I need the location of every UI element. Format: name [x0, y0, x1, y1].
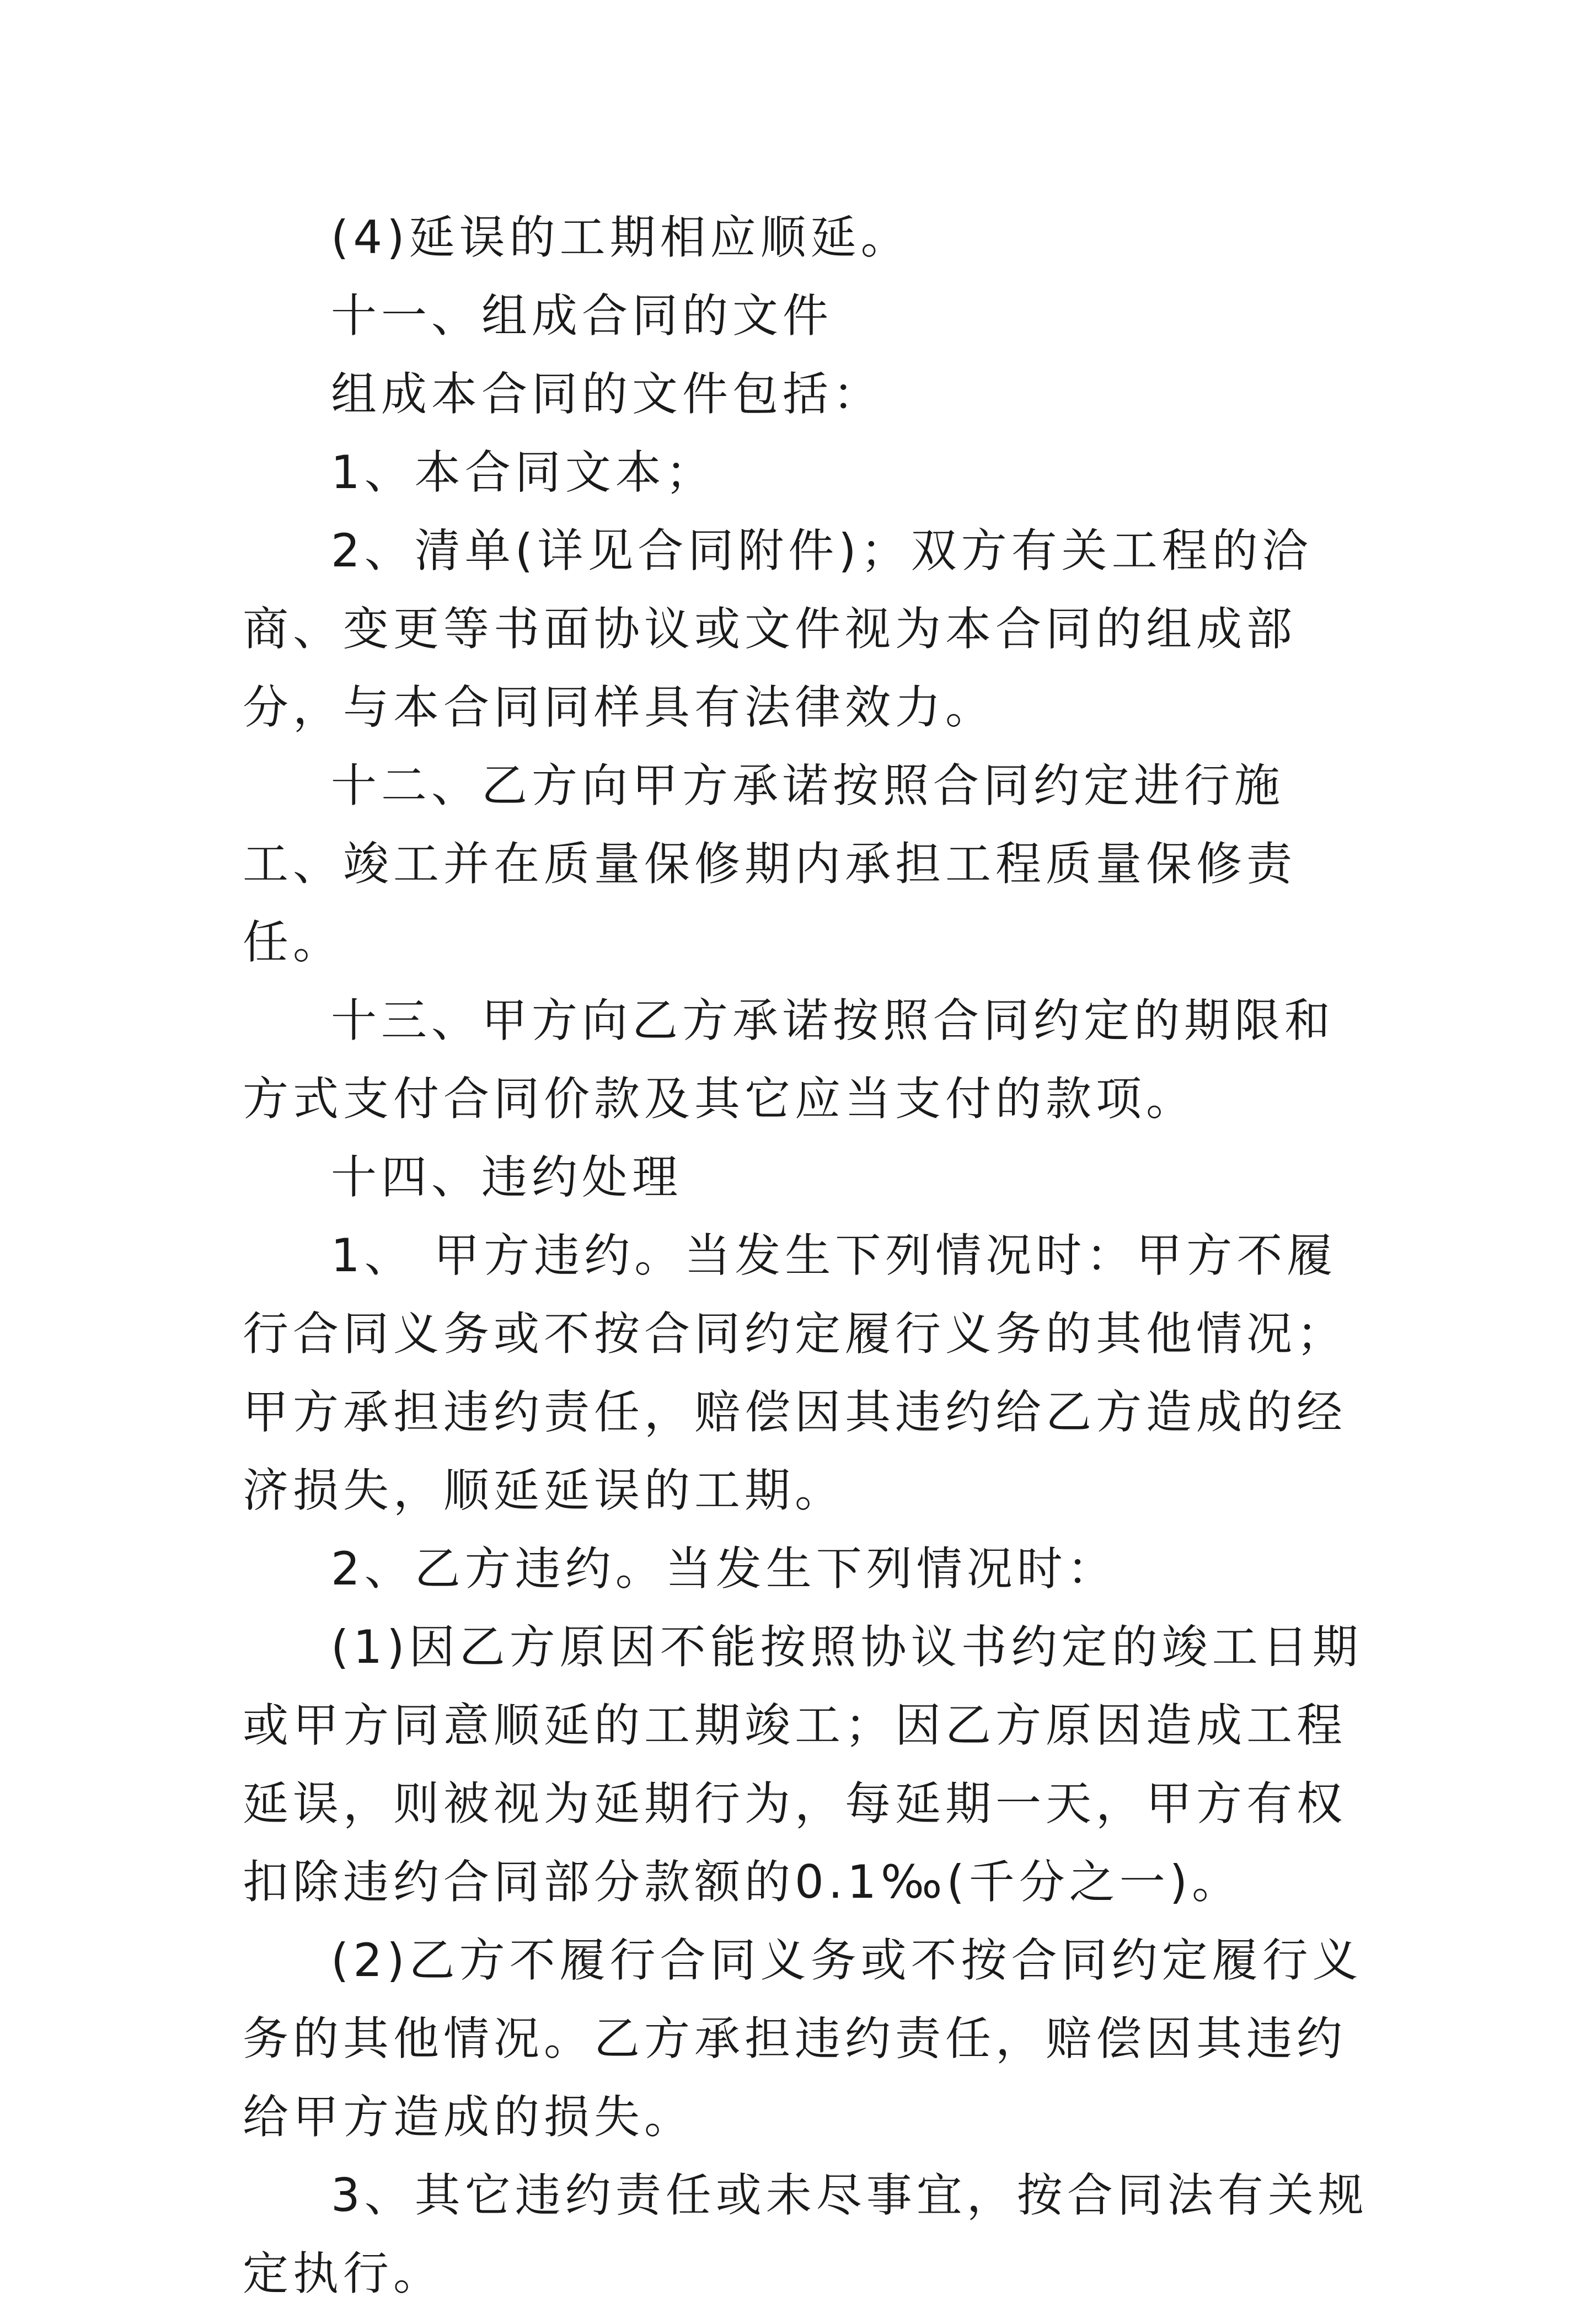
list-item-other-breach: 3、其它违约责任或未尽事宜，按合同法有关规定执行。 [243, 2169, 1368, 2300]
list-item-contractor-breach: 2、乙方违约。当发生下列情况时： [331, 1542, 1117, 1595]
list-item-bill-of-quantities: 2、清单(详见合同附件)；双方有关工程的洽商、变更等书面协议或文件视为本合同的组成部分，与本合同同样具有法律效力。 [243, 524, 1313, 734]
paragraph-documents-include: 组成本合同的文件包括： [331, 367, 883, 421]
paragraph-delay-extension: (4)延误的工期相应顺延。 [331, 211, 911, 264]
document-body [243, 199, 1379, 2313]
list-item-employer-breach: 1、 甲方违约。当发生下列情况时：甲方不履行合同义务或不按合同约定履行义务的其他情况；甲方承担违约责任，赔偿因其违约给乙方造成的经济损失，顺延延误的工期。 [243, 1229, 1347, 1517]
section-twelve-contractor-commitment: 十二、乙方向甲方承诺按照合同约定进行施工、竣工并在质量保修期内承担工程质量保修责任。 [243, 759, 1297, 969]
sub-item-delay-penalty: (1)因乙方原因不能按照协议书约定的竣工日期或甲方同意顺延的工期竣工；因乙方原因造成工程延误，则被视为延期行为，每延期一天，甲方有权扣除违约合同部分款额的0.1‰(千分之一)。 [243, 1620, 1363, 1909]
sub-item-contractor-non-performance: (2)乙方不履行合同义务或不按合同约定履行义务的其他情况。乙方承担违约责任，赔偿因其违约给甲方造成的损失。 [243, 1934, 1363, 2144]
section-heading-breach: 十四、违约处理 [331, 1150, 682, 1204]
section-thirteen-employer-commitment: 十三、甲方向乙方承诺按照合同约定的期限和方式支付合同价款及其它应当支付的款项。 [243, 994, 1335, 1126]
list-item-contract-text: 1、本合同文本； [331, 446, 716, 499]
section-heading-contract-documents: 十一、组成合同的文件 [331, 289, 833, 342]
